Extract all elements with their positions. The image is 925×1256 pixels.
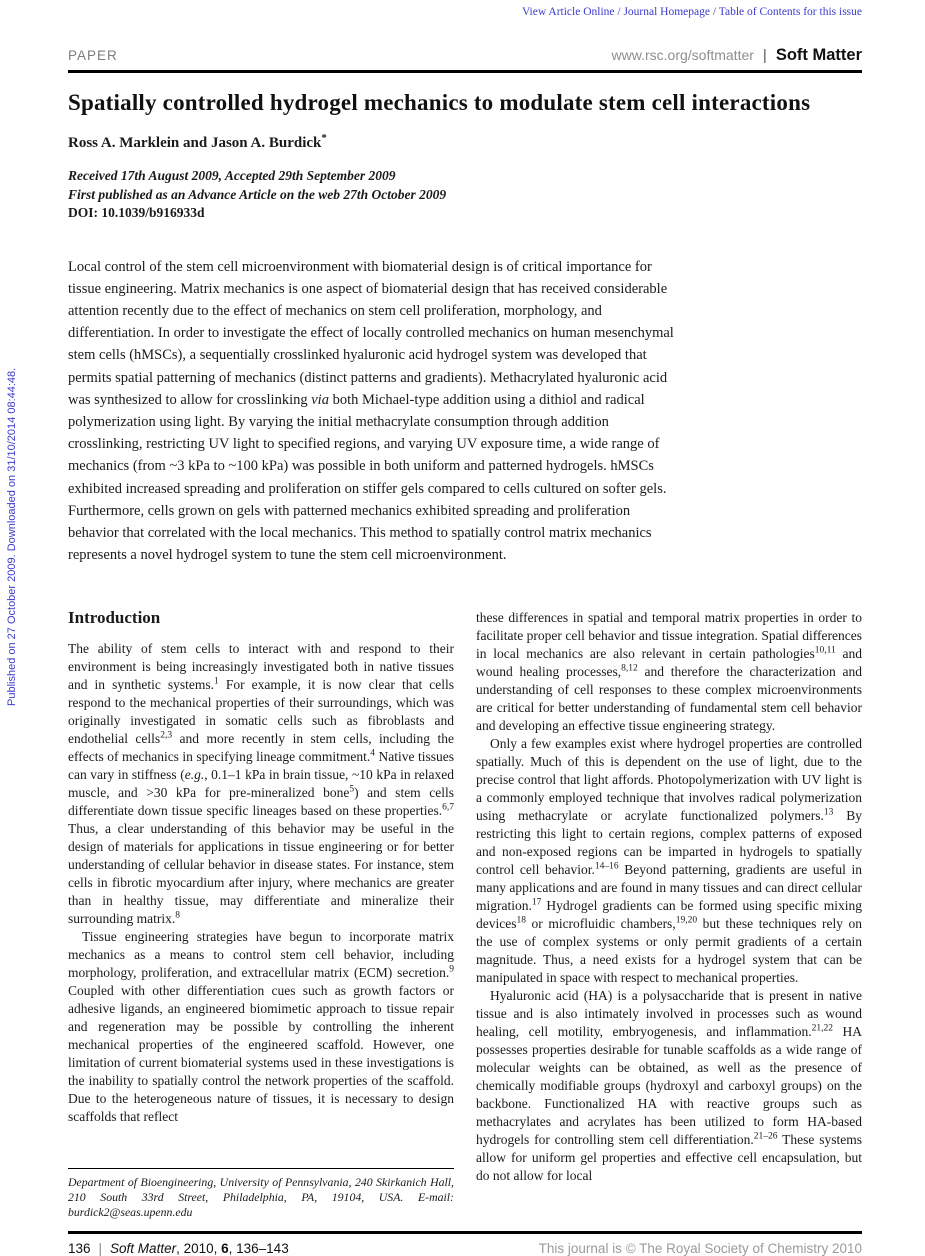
- journal-url: www.rsc.org/softmatter: [611, 47, 754, 63]
- view-article-online-link[interactable]: View Article Online: [521, 6, 615, 18]
- article-type-label: PAPER: [68, 48, 118, 63]
- author-line: [68, 132, 862, 152]
- link-separator: /: [712, 6, 717, 18]
- table-of-contents-link[interactable]: Table of Contents for this issue: [718, 6, 862, 18]
- body-paragraph: Tissue engineering strategies have begun to incorporate matrix mechanics as a means to control stem cell behavior, including morphology, proliferation, and extracellular matrix (ECM) secretion.$^9$ Coupled with other differentiation cues such as growth factors or adhesive ligands, an engineered biomimetic approach to tissue repair and regeneration may be possible by controlling the inherent mechanical properties of the engineered scaffold. However, one limitation of current biomaterial systems used in these investigations is the inability to spatially control the network properties of the scaffold. Due to the heterogeneous nature of tissues, it is necessary to design scaffolds that reflect: [68, 929, 454, 1125]
- masthead-rule: [68, 70, 862, 73]
- received-line: Received 17th August 2009, Accepted 29th September 2009: [68, 168, 396, 183]
- first-published-line: First published as an Advance Article on the web 27th October 2009: [68, 186, 447, 202]
- body-paragraph: these differences in spatial and temporal matrix properties in order to facilitate proper cell behavior and tissue integration. Spatial differences in local mechanics are also relevant in certain pathologies$^{10,11}$ and wound healing processes,$^{8,12}$ and therefore the characterization and understanding of cell responses to these complex microenvironments are critical for better understanding of fundamental stem cell behavior and developing an effective tissue engineering strategy.: [476, 610, 862, 734]
- copyright-notice: This journal is © The Royal Society of Chemistry 2010: [538, 1241, 862, 1256]
- journal-homepage-link[interactable]: Journal Homepage: [623, 6, 710, 18]
- journal-citation: Soft Matter, 2010, 6, 136–143: [110, 1241, 289, 1256]
- body-paragraph: Only a few examples exist where hydrogel properties are controlled spatially. Much of this is dependent on the use of light, due to the precise control that light affords. Photopolymerization with UV light is a commonly employed technique that involves radical polymerization using methacrylate or acrylate functionalized polymers.$^{13}$ By restricting this light to certain regions, complex patterns of exposed and non-exposed regions can be imparted in hydrogels to spatially control cell behavior.$^{14-16}$ Beyond patterning, gradients are useful in many applications and are found in many tissues and can direct cellular migration.$^{17}$ Hydrogel gradients can be formed using specific mixing devices$^{18}$ or microfluidic chambers,$^{19,20}$ but these techniques rely on the use of complex systems or only permit gradients of a certain magnitude. Thus, a need exists for a hydrogel system that can be manipulated in space with respect to mechanical properties.: [476, 736, 862, 986]
- left-column: [68, 609, 454, 1231]
- body-paragraph: The ability of stem cells to interact with and respond to their environment is being increasingly investigated both in native tissues and in synthetic systems.$^1$ For example, it is now clear that cells respond to the mechanical properties of their surroundings, which was originally investigated in somatic cells such as fibroblasts and endothelial cells$^{2,3}$ and more recently in stem cells, including the effects of mechanics in specifying lineage commitment.$^4$ Native tissues can vary in stiffness (e.g., 0.1–1 kPa in brain tissue, ~10 kPa in relaxed muscle, and >30 kPa for pre-mineralized bone$^5$) and stem cells differentiate down tissue specific lineages based on these properties.$^{6,7}$ Thus, a clear understanding of this behavior may be useful in the design of materials for applications in tissue engineering or for better understanding of cellular behavior in disease states. For instance, stem cells in fibrotic myocardium after injury, where mechanics are greater than in healthy tissue, may differentiate and mineralize their surrounding matrix.$^8$: [68, 641, 455, 927]
- abstract: Local control of the stem cell microenvironment with biomaterial design is of critical importance for tissue engineering. Matrix mechanics is one aspect of biomaterial design that has received considerable attention recently due to the effect of mechanics on stem cell proliferation, morphology, and differentiation. In order to investigate the effect of locally controlled mechanics on human mesenchymal stem cells (hMSCs), a sequentially crosslinked hyaluronic acid hydrogel system was developed that permits spatial patterning of mechanics (distinct patterns and gradients). Methacrylated hyaluronic acid was synthesized to allow for crosslinking via both Michael-type addition using a dithiol and radical polymerization using light. By varying the initial methacrylate consumption through addition crosslinking, restricting UV light to specified regions, and varying UV exposure time, a wide range of mechanics (from ~3 kPa to ~100 kPa) was possible in both uniform and patterned hydrogels. hMSCs exhibited increased spreading and proliferation on stiffer gels compared to cells cultured on softer gels. Furthermore, cells grown on gels with patterned mechanics exhibited spreading and proliferation behavior that correlated with the local mechanics. This method to spatially control matrix mechanics represents a novel hydrogel system to tune the stem cell microenvironment.: [68, 258, 674, 564]
- download-stamp: [6, 338, 23, 706]
- journal-name: Soft Matter: [775, 46, 862, 64]
- masthead: [68, 46, 862, 65]
- article-title: Spatially controlled hydrogel mechanics to modulate stem cell interactions: [68, 90, 811, 115]
- author-affiliation-footnote: Department of Bioengineering, University of Pennsylvania, 240 Skirkanich Hall, 210 South 33rd Street, Philadelphia, PA, 19104, USA. E-mail: burdick2@seas.upenn.edu: [68, 1168, 454, 1219]
- right-column: [476, 609, 862, 1231]
- body-paragraph: Hyaluronic acid (HA) is a polysaccharide that is present in native tissue and is also intimately involved in processes such as wound healing, cell motility, embryogenesis, and inflammation.$^{21,22}$ HA possesses properties desirable for tunable scaffolds as a wide range of molecular weights can be obtained, as well as the presence of chemically modifiable groups (hydroxyl and carboxyl groups) on the backbone. Functionalized HA with reactive groups such as methacrylates and acrylates has been utilized to form HA-based hydrogels for controlling stem cell differentiation.$^{21-26}$ These systems allow for uniform gel properties and effective cell encapsulation, but do not allow for local: [476, 988, 862, 1184]
- author-names: Ross A. Marklein and Jason A. Burdick: [68, 135, 322, 151]
- download-stamp-text: Published on 27 October 2009. Downloaded on 31/10/2014 08:44:48.: [6, 367, 18, 706]
- section-heading-introduction: Introduction: [68, 609, 161, 628]
- footer: [68, 1234, 862, 1256]
- top-links-row: [68, 6, 862, 18]
- page-number: 136: [68, 1241, 91, 1256]
- masthead-right: [612, 46, 862, 65]
- footer-divider: |: [98, 1241, 103, 1256]
- link-separator: /: [617, 6, 621, 18]
- publication-history: [68, 167, 862, 223]
- masthead-divider: |: [762, 47, 767, 64]
- doi-line: DOI: 10.1039/b916933d: [68, 205, 205, 220]
- article-body: [68, 609, 862, 1231]
- footer-citation: [68, 1241, 289, 1256]
- corresponding-author-mark: *: [321, 132, 327, 144]
